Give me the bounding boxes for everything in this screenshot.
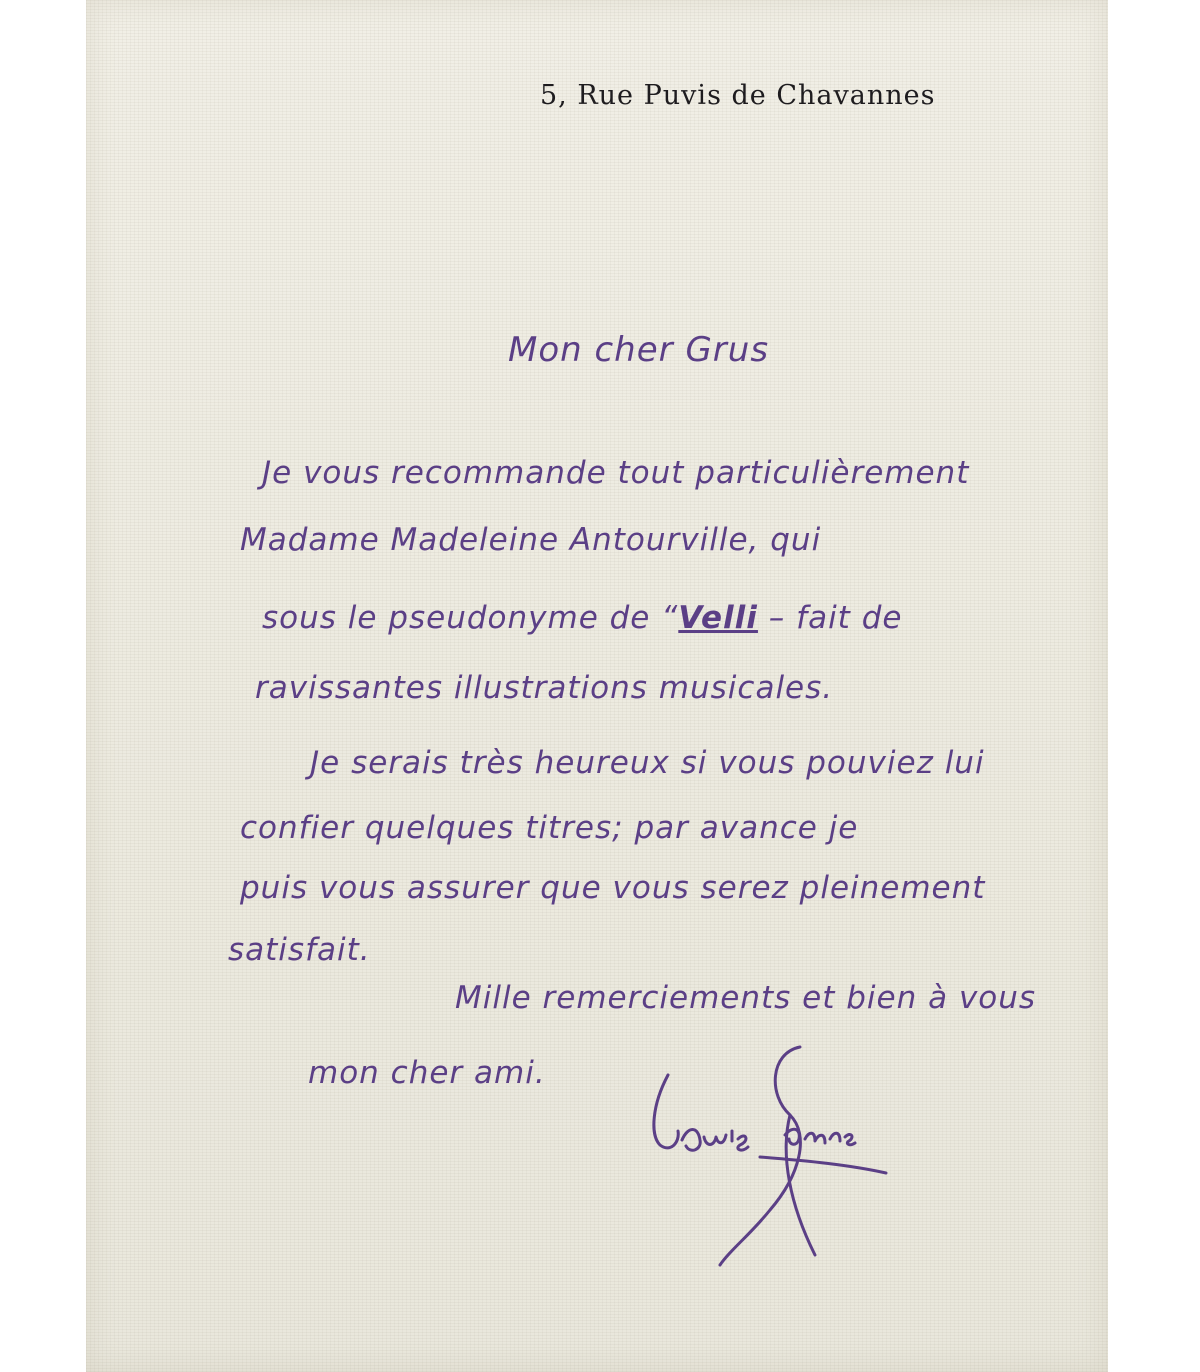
body-line-1: Je vous recommande tout particulièrement <box>262 455 970 491</box>
body-line-6: confier quelques titres; par avance je <box>240 810 859 846</box>
body-line-3-end: fait de <box>796 600 903 636</box>
body-line-7: puis vous assurer que vous serez pleinement <box>240 870 986 906</box>
body-line-8: satisfait. <box>228 932 371 968</box>
salutation: Mon cher Grus <box>508 330 770 370</box>
letterhead-address: 5, Rue Puvis de Chavannes <box>540 80 936 111</box>
handwritten-signature <box>640 1035 900 1275</box>
body-line-2: Madame Madeleine Antourville, qui <box>240 522 822 558</box>
pseudonym: Velli <box>678 600 758 636</box>
body-line-5: Je serais très heureux si vous pouviez lui <box>310 745 985 781</box>
body-line-4: ravissantes illustrations musicales. <box>255 670 834 706</box>
closing-line: Mille remerciements et bien à vous <box>455 980 1037 1016</box>
body-line-3: sous le pseudonyme de “Velli – fait de <box>262 600 903 636</box>
body-line-3-text: sous le pseudonyme de <box>262 600 651 636</box>
closing-address: mon cher ami. <box>308 1055 546 1091</box>
